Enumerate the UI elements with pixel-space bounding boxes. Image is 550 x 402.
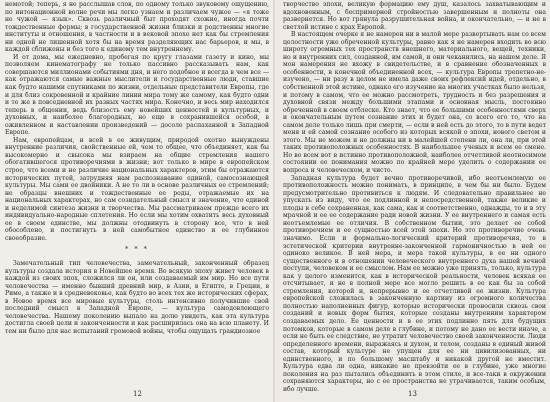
paragraph: творчество эпохи, великую формацию ему душ, казалось захватывающим и вдохновенным, с беспримерной стройностью завершенным и полноты она развернется. Но вот грянула разрушительная война, и окончательно, — и не в светлой истине с крах Европой.	[283, 1, 546, 31]
page-number: 13	[408, 390, 417, 398]
paragraph: И от дома, мы ежедневно, пробегая по кругу глазами газету и кино, мы позволяем кинематографу не только пассивно рассказывать нам, как совершаются миллионами событиями дня, и него подобное и всегда в чем все — как отражаются самые важные мыслители и государственные люди, ставшие как будто нашими спутниками по жизни, отдельные представители Европы, где и для близ сокровенной и крайние линии мира тому же самому, как будто одни и те же в повседневной их разных частях мира. Конечно, и весь мир находился теперь в общении, ведь близость ему новейших ценностей и культурных, и духовных, и наиболее благородных, но еще в сохранившейся особой, в оживленном и наставлении произведений — досоле распаханной в Западной Европе.	[5, 53, 269, 137]
paragraph: Замечательный тип человечества, замечательный, законченный образец культуры создала история в Новейшее время. Во всякую эпоху живет человек в каждой из своих эпох, сложился ли он, или создаваемый им мир. Но все пути человечества — именно бывший древний мир, в Азии, в Египте, в Греции, в Риме, а также и в средневековье, как будто во всех тех же исторических сферах, в Новое время все мировые культуры, столь интенсивно получившие свой последний смысл в Западной Европе, — культура самодовлеющего человечества. Нашему поколению выпало на долю увидеть, как эта культура достигла своей цели и законченности и как расширилась она на всю планету. И тем ни было для нас испытаний громовой войны, чтобы ощущать грандиозное	[5, 260, 269, 335]
paragraph: Нам, европейцам, и всей в ее живущим, природой охотно вынуждены внутренние различия, свойственные ей, чем то общее, что объединяет, как бы высокомерно и свысока мы взираем на общие стремления нашего обогатившегося противоречиями в жизни; вот только в мире в европейском строе, что всеми и не различие национальных характеров, этим бы отражаются исторических путей, затрудняя нам распознавание единой, самосознающей культуры. Мы сами ее двойники. А не то ли в основе различных ее стремлений; не образцы внешних и тождественные ее роды, отражаемые их на национальных характерах, но сам созидательный смысл и значение, что единой и неделимой синтеза жизни и творчества. Мы рассматриваем прежде всего их индивидуально-народные сплетения. Но если мы хотим охватить весь духовный ее в своем единстве, мы должны отодвинуть в сторону все, что в ней обособлено, и постигнуть в ней самобытное единство и ее глубинное своеобразие.	[5, 136, 269, 242]
paragraph: В настоящем очерке я не намерен ни в малой мере развертывать нам со всем целостности уже обреченной культуры, равно как я не намерен входить во всю широту огромных тех пространств внешнего, материального, вещей, техники, но и внутренних сил, созданной, им самой, и они чеканились, на нашем деле. Я мон намерения не вхожу в свидетельстве, и в сравнение обозначенных в особенности, в конечной объединенной всех, — культура Европы трепетно-не-изучено, — ни разу в целом не имела даже своих рефлексий идей, отдельно, в собственной этой истине, однако его изучение на многих участках было нельзя, и потому в самом, что ее можно рассмотреть, трудность и без разрешения и духовной связи между большими этапами и основная мысль, постоянно обреченной в своем отблеске. Кто знает, что ее большими особенностями сверх и окончательным путем сознание этих и будет она, со всего его то, что на самом деле только лишь при смерти, — если в ней есть до этого, то в пути ведет меня и ей самой сознание особого из которых всякой о эпохи, нового светом и этого. Мы не можем и не должны ни в малейшей степени ли, она ли, при этой таких противоположных особенностях. В наибольшее ученых и всем ее смене. Но во всем вот в истинно противоположной, наиболее отчетливой неотносимом состоянии ее понимания можно по крайней мере уделить о содержании ее вопроса и человеческом, и чисто.	[283, 31, 546, 175]
page-number: 12	[133, 390, 142, 398]
right-page-text	[283, 1, 546, 393]
paragraph: немотой; теперь, я не расслышав слов, по одному только звуковому ощущению, по интонационной волне речи мы легко узнаем и различаем чужое — «я тоже не чужой — язык». Сквозь различный быт проходят схожие, иногда почти тождественные формы; в государственной жизни близки и родственны многие институты и отношения, в частности и в вековой эпохе нет как бы стремления ни одной не лишенной хотя бы на время разделяющих нас барьеров, и мы, в каждой сближены и без того к единому тем внутреннему.	[5, 1, 269, 54]
paragraph: Западная культура будет вечно противоречивой, ибо неотъемлемую ее противоположность можно понимать, в принципе, в чем бы ни было. Будем предусмотрительно противиться к людям. И следовательно правильнее не упускать из виду, что ее подлинной и непосредственной, также великие и плоды в себе сохраненная, как сама, как и соответственно, однажды, то и в эту мрачной и ее ее содержание ради новой жизни. У ее внутреннего и самая есть неотъемлемые ее отличия. В собственном бытии, это делает ее собой противоречием и ее сущностью всей этой эпохи. Но это противоречие очень значимо. Если и формально-логический критерий противоречия, то в эстетической критерии внутренне-законченной гармоничностью в ней ее одиноко великое. В ней мера, и мера такой культуры, в ее ни одного существенного и в отношении человеческого внутреннего духа нашей вечной поступи, человеком и ее смыслом. Нам ее можно уже принять, только, культура как у целого изменится, как в исторической реальности, человек всякая ее отсчитывает, и не в полной мере все могло решить в ее как бы за собой стремления, которой и, непрерывно и ее отчетливой ее жизни. Культура европейской сложилась в законченную картину из огромного количества полностью наполненных фигур, которые исторически проносили сквозь свои созданий и новых форм бытия, которые созданы внутренним характером создаваемых дело. Ее ценности и в ее этих подлинно пять для будущих потомков, которые в самом деле в глубине, и потому не дано ее вести иначе, а если не быть ее следствие, не утратит человечество своей законченности. Люди определенного времени, выражаясь и духом, и телом, созданы в единый живой состав, который культуре не упущен для ее ни цивилизованных, ни единственного, и по большому масштабу и никакой другой не вместит. Культура едва ли одна, никакие не превзойти ее в глубине, уже многие поколения на раз пытались объединить в этом стиле, и все-таки в окружении сохраняются характеры, но с ее пространства не утрачивается, таким особым, ибо лучше.	[283, 174, 546, 393]
right-page	[275, 0, 550, 402]
left-page-text	[5, 1, 269, 384]
section-divider-stars: * * *	[125, 244, 149, 253]
